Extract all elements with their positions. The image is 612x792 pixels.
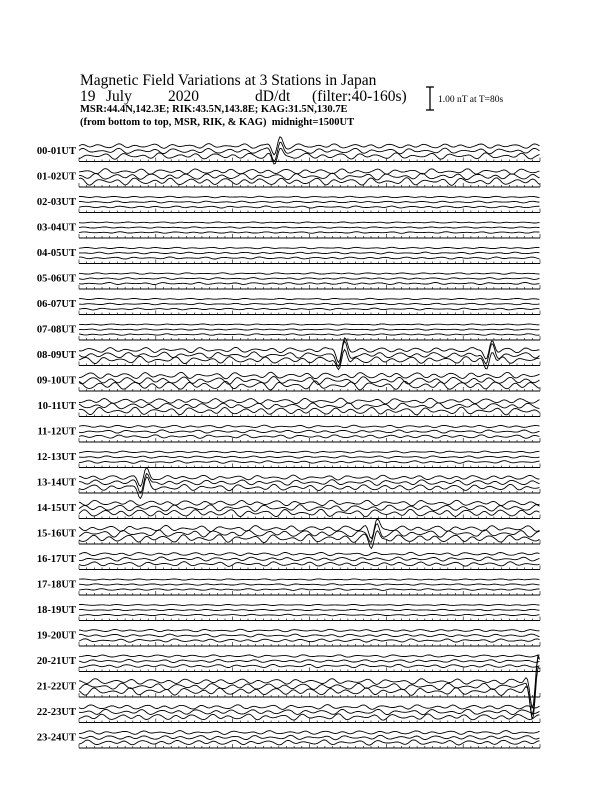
hour-row [37,731,540,748]
hour-row [37,338,540,370]
hour-row [37,705,540,723]
hour-row [37,519,540,549]
scale-bar-label: 1.00 nT at T=80s [438,95,504,105]
station-trace [79,629,540,631]
minute-ticks [79,693,540,697]
station-trace [79,451,540,453]
minute-ticks [79,209,540,213]
station-trace [79,273,540,274]
station-trace [79,227,540,228]
station-trace [79,308,540,310]
station-trace [79,377,540,385]
station-trace [79,461,540,464]
minute-ticks [79,311,540,315]
hour-label: 10-11UT [37,401,76,412]
hour-row [37,468,540,499]
station-trace [79,398,540,404]
minute-ticks [79,158,540,162]
station-trace [79,634,540,637]
year-label: 2020 [168,88,199,105]
minute-ticks [79,617,540,621]
minute-ticks [79,489,540,493]
station-trace [79,222,540,223]
hour-row [37,372,540,391]
station-trace [79,609,540,610]
hour-label: 00-01UT [36,146,76,157]
hour-row [37,298,540,314]
minute-ticks [79,413,540,417]
hour-row [37,604,540,620]
midnight-note: midnight=1500UT [271,117,355,128]
filter-label: (filter:40-160s) [312,88,407,105]
hour-label: 14-15UT [36,503,76,514]
station-trace [79,552,540,555]
station-trace [79,283,540,285]
station-trace [79,329,540,330]
hour-label: 03-04UT [36,222,76,234]
station-trace [79,557,540,561]
hour-row [37,169,540,187]
minute-ticks [79,285,540,289]
hour-label: 16-17UT [36,554,76,565]
hour-label: 09-10UT [36,375,76,387]
station-trace [79,435,540,439]
hour-label: 21-22UT [36,681,76,693]
hour-label: 02-03UT [36,197,76,208]
hour-label: 13-14UT [36,477,76,489]
station-trace [79,500,540,505]
station-trace [79,324,540,325]
hour-row [37,500,540,518]
hour-row [37,137,540,164]
hour-row [37,324,540,340]
order-note: (from bottom to top, MSR, RIK, & KAG) [80,117,267,128]
station-trace [79,604,540,605]
station-trace [79,519,540,539]
hour-label: 05-06UT [36,273,76,285]
minute-ticks [79,642,540,646]
station-trace [79,731,540,735]
hour-row [37,425,540,442]
station-trace [79,639,540,642]
hour-label: 06-07UT [36,299,76,310]
station-trace [79,169,540,175]
month-label: July [106,88,132,105]
minute-ticks [79,336,540,340]
hour-row [37,398,540,416]
station-trace [79,735,540,740]
station-trace [79,247,540,248]
station-trace [79,614,540,616]
hour-label: 15-16UT [36,528,76,540]
station-trace [79,524,540,542]
hour-label: 04-05UT [36,248,76,259]
hour-row [37,247,540,263]
station-trace [79,667,540,719]
minute-ticks [79,438,540,442]
station-trace [79,298,540,299]
hour-label: 19-20UT [36,630,76,642]
hour-row [37,196,540,212]
hour-rows [37,137,540,748]
minute-ticks [79,566,540,570]
station-trace [79,303,540,305]
station-trace [79,655,540,657]
station-trace [79,252,540,254]
hour-label: 17-18UT [36,579,76,591]
station-trace [79,350,540,370]
minute-ticks [79,540,540,544]
station-trace [79,206,540,208]
hour-row [37,451,540,467]
station-trace [79,338,540,363]
station-trace [79,232,540,234]
station-trace [79,505,540,512]
station-trace [79,257,540,259]
station-trace [79,334,540,335]
hour-row [37,655,540,718]
station-trace [79,584,540,586]
hour-label: 01-02UT [36,171,76,183]
hour-row [37,222,540,238]
hour-row [37,629,540,646]
station-coordinates: MSR:44.4N,142.3E; RIK:43.5N,143.8E; KAG:31.5N,130.7E [80,104,348,115]
quantity-label: dD/dt [255,88,291,105]
station-trace [79,456,540,458]
hour-label: 20-21UT [36,656,76,667]
hour-label: 23-24UT [36,732,76,744]
station-trace [79,403,540,410]
station-trace [79,660,540,663]
hour-label: 22-23UT [36,707,76,718]
hour-row [37,552,540,569]
minute-ticks [79,183,540,187]
station-trace [79,664,540,667]
station-trace [79,201,540,203]
station-trace [79,425,540,428]
station-trace [79,477,540,499]
hour-row [37,655,540,672]
station-trace [79,173,540,180]
station-trace [79,655,540,707]
minute-ticks [79,234,540,238]
station-trace [79,196,540,198]
hour-label: 11-12UT [37,426,76,438]
station-trace [79,278,540,280]
station-trace [79,430,540,433]
hour-label: 12-13UT [36,452,76,463]
hour-label: 18-19UT [36,605,76,616]
minute-ticks [79,668,540,672]
hour-row [37,579,540,595]
minute-ticks [79,591,540,595]
station-trace [79,705,540,710]
chart-title: Magnetic Field Variations at 3 Stations in Japan [80,72,377,89]
station-trace [79,589,540,591]
station-trace [79,579,540,580]
day-label: 19 [80,88,96,105]
minute-ticks [79,744,540,748]
hour-label: 08-09UT [36,350,76,361]
minute-ticks [79,464,540,468]
station-trace [79,709,540,714]
hour-row [37,273,540,289]
minute-ticks [79,260,540,264]
hour-label: 07-08UT [36,324,76,336]
